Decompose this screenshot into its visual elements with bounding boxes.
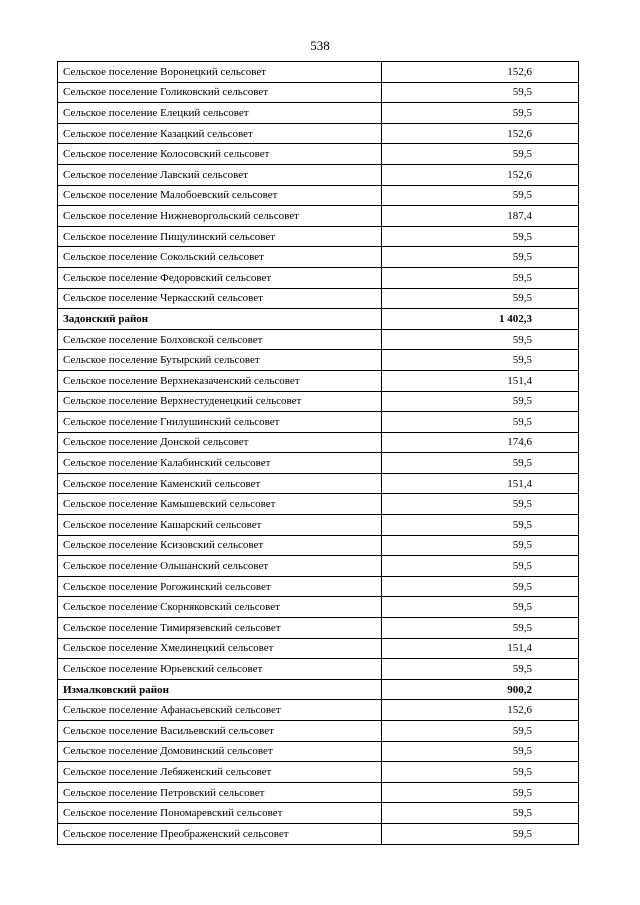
- table-row: [58, 782, 579, 803]
- table-row: [58, 453, 579, 474]
- settlement-name: Сельское поселение Болховской сельсовет: [58, 329, 382, 350]
- district-total-row: [58, 679, 579, 700]
- table-row: [58, 412, 579, 433]
- table-row: [58, 803, 579, 824]
- settlement-name: Сельское поселение Тимирязевский сельсовет: [58, 618, 382, 639]
- settlement-name: Сельское поселение Ксизовский сельсовет: [58, 535, 382, 556]
- amount-value: 59,5: [382, 82, 579, 103]
- settlement-name: Сельское поселение Голиковский сельсовет: [58, 82, 382, 103]
- table-row: [58, 164, 579, 185]
- amount-value: 187,4: [382, 206, 579, 227]
- table-row: [58, 556, 579, 577]
- amount-value: 151,4: [382, 370, 579, 391]
- settlement-name: Сельское поселение Сокольский сельсовет: [58, 247, 382, 268]
- amount-value: 59,5: [382, 103, 579, 124]
- page-number: 538: [310, 38, 330, 53]
- settlement-name: Сельское поселение Камышевский сельсовет: [58, 494, 382, 515]
- amount-value: 59,5: [382, 762, 579, 783]
- amount-value: 59,5: [382, 288, 579, 309]
- district-total-value: 1 402,3: [382, 309, 579, 330]
- amount-value: 59,5: [382, 659, 579, 680]
- table-row: [58, 103, 579, 124]
- settlement-name: Сельское поселение Каменский сельсовет: [58, 473, 382, 494]
- settlement-name: Сельское поселение Воронецкий сельсовет: [58, 62, 382, 83]
- table-row: [58, 288, 579, 309]
- table-row: [58, 535, 579, 556]
- settlement-name: Сельское поселение Колосовский сельсовет: [58, 144, 382, 165]
- settlement-name: Сельское поселение Донской сельсовет: [58, 432, 382, 453]
- amount-value: 59,5: [382, 185, 579, 206]
- amount-value: 59,5: [382, 350, 579, 371]
- table-row: [58, 123, 579, 144]
- settlement-name: Сельское поселение Верхнеказаченский сельсовет: [58, 370, 382, 391]
- amount-value: 59,5: [382, 494, 579, 515]
- table-body: [58, 62, 579, 845]
- table-row: [58, 432, 579, 453]
- amount-value: 152,6: [382, 164, 579, 185]
- settlement-name: Сельское поселение Кашарский сельсовет: [58, 515, 382, 536]
- settlement-name: Сельское поселение Пищулинский сельсовет: [58, 226, 382, 247]
- table-row: [58, 597, 579, 618]
- amount-value: 59,5: [382, 618, 579, 639]
- settlement-name: Сельское поселение Калабинский сельсовет: [58, 453, 382, 474]
- district-total-row: [58, 309, 579, 330]
- table-row: [58, 741, 579, 762]
- table-row: [58, 370, 579, 391]
- table-row: [58, 329, 579, 350]
- table-row: [58, 267, 579, 288]
- amount-value: 59,5: [382, 556, 579, 577]
- amount-value: 151,4: [382, 473, 579, 494]
- amount-value: 59,5: [382, 391, 579, 412]
- amount-value: 59,5: [382, 597, 579, 618]
- settlement-name: Сельское поселение Бутырский сельсовет: [58, 350, 382, 371]
- amount-value: 59,5: [382, 721, 579, 742]
- settlement-name: Сельское поселение Юрьевский сельсовет: [58, 659, 382, 680]
- table-row: [58, 762, 579, 783]
- settlement-name: Сельское поселение Малобоевский сельсовет: [58, 185, 382, 206]
- settlement-name: Сельское поселение Афанасьевский сельсовет: [58, 700, 382, 721]
- table-row: [58, 638, 579, 659]
- amount-value: 59,5: [382, 741, 579, 762]
- table-row: [58, 576, 579, 597]
- settlement-name: Сельское поселение Ольшанский сельсовет: [58, 556, 382, 577]
- table-row: [58, 618, 579, 639]
- amount-value: 59,5: [382, 535, 579, 556]
- amount-value: 59,5: [382, 515, 579, 536]
- amount-value: 59,5: [382, 782, 579, 803]
- table-row: [58, 185, 579, 206]
- amount-value: 59,5: [382, 453, 579, 474]
- settlement-name: Сельское поселение Петровский сельсовет: [58, 782, 382, 803]
- amount-value: 59,5: [382, 247, 579, 268]
- district-name: Измалковский район: [58, 679, 382, 700]
- amount-value: 152,6: [382, 123, 579, 144]
- table-row: [58, 144, 579, 165]
- settlement-name: Сельское поселение Преображенский сельсовет: [58, 823, 382, 844]
- amount-value: 59,5: [382, 823, 579, 844]
- district-name: Задонский район: [58, 309, 382, 330]
- table-row: [58, 82, 579, 103]
- settlement-name: Сельское поселение Пономаревский сельсовет: [58, 803, 382, 824]
- settlement-name: Сельское поселение Лебяженский сельсовет: [58, 762, 382, 783]
- table-row: [58, 721, 579, 742]
- settlement-name: Сельское поселение Нижневоргольский сельсовет: [58, 206, 382, 227]
- amount-value: 152,6: [382, 700, 579, 721]
- settlement-name: Сельское поселение Домовинский сельсовет: [58, 741, 382, 762]
- table-row: [58, 659, 579, 680]
- settlement-name: Сельское поселение Федоровский сельсовет: [58, 267, 382, 288]
- amount-value: 59,5: [382, 329, 579, 350]
- table-row: [58, 473, 579, 494]
- table-row: [58, 206, 579, 227]
- table-row: [58, 515, 579, 536]
- table-row: [58, 700, 579, 721]
- budget-table: [57, 61, 579, 845]
- amount-value: 59,5: [382, 412, 579, 433]
- amount-value: 151,4: [382, 638, 579, 659]
- amount-value: 152,6: [382, 62, 579, 83]
- table-row: [58, 62, 579, 83]
- amount-value: 59,5: [382, 144, 579, 165]
- settlement-name: Сельское поселение Гнилушинский сельсовет: [58, 412, 382, 433]
- table-row: [58, 494, 579, 515]
- settlement-name: Сельское поселение Скорняковский сельсовет: [58, 597, 382, 618]
- settlement-name: Сельское поселение Рогожинский сельсовет: [58, 576, 382, 597]
- table-row: [58, 823, 579, 844]
- settlement-name: Сельское поселение Васильевский сельсовет: [58, 721, 382, 742]
- table-row: [58, 391, 579, 412]
- settlement-name: Сельское поселение Лавский сельсовет: [58, 164, 382, 185]
- amount-value: 59,5: [382, 226, 579, 247]
- amount-value: 59,5: [382, 267, 579, 288]
- settlement-name: Сельское поселение Казацкий сельсовет: [58, 123, 382, 144]
- table-row: [58, 350, 579, 371]
- table-row: [58, 247, 579, 268]
- amount-value: 174,6: [382, 432, 579, 453]
- settlement-name: Сельское поселение Хмелинецкий сельсовет: [58, 638, 382, 659]
- amount-value: 59,5: [382, 576, 579, 597]
- settlement-name: Сельское поселение Черкасский сельсовет: [58, 288, 382, 309]
- settlement-name: Сельское поселение Верхнестуденецкий сельсовет: [58, 391, 382, 412]
- amount-value: 59,5: [382, 803, 579, 824]
- district-total-value: 900,2: [382, 679, 579, 700]
- table-row: [58, 226, 579, 247]
- settlement-name: Сельское поселение Елецкий сельсовет: [58, 103, 382, 124]
